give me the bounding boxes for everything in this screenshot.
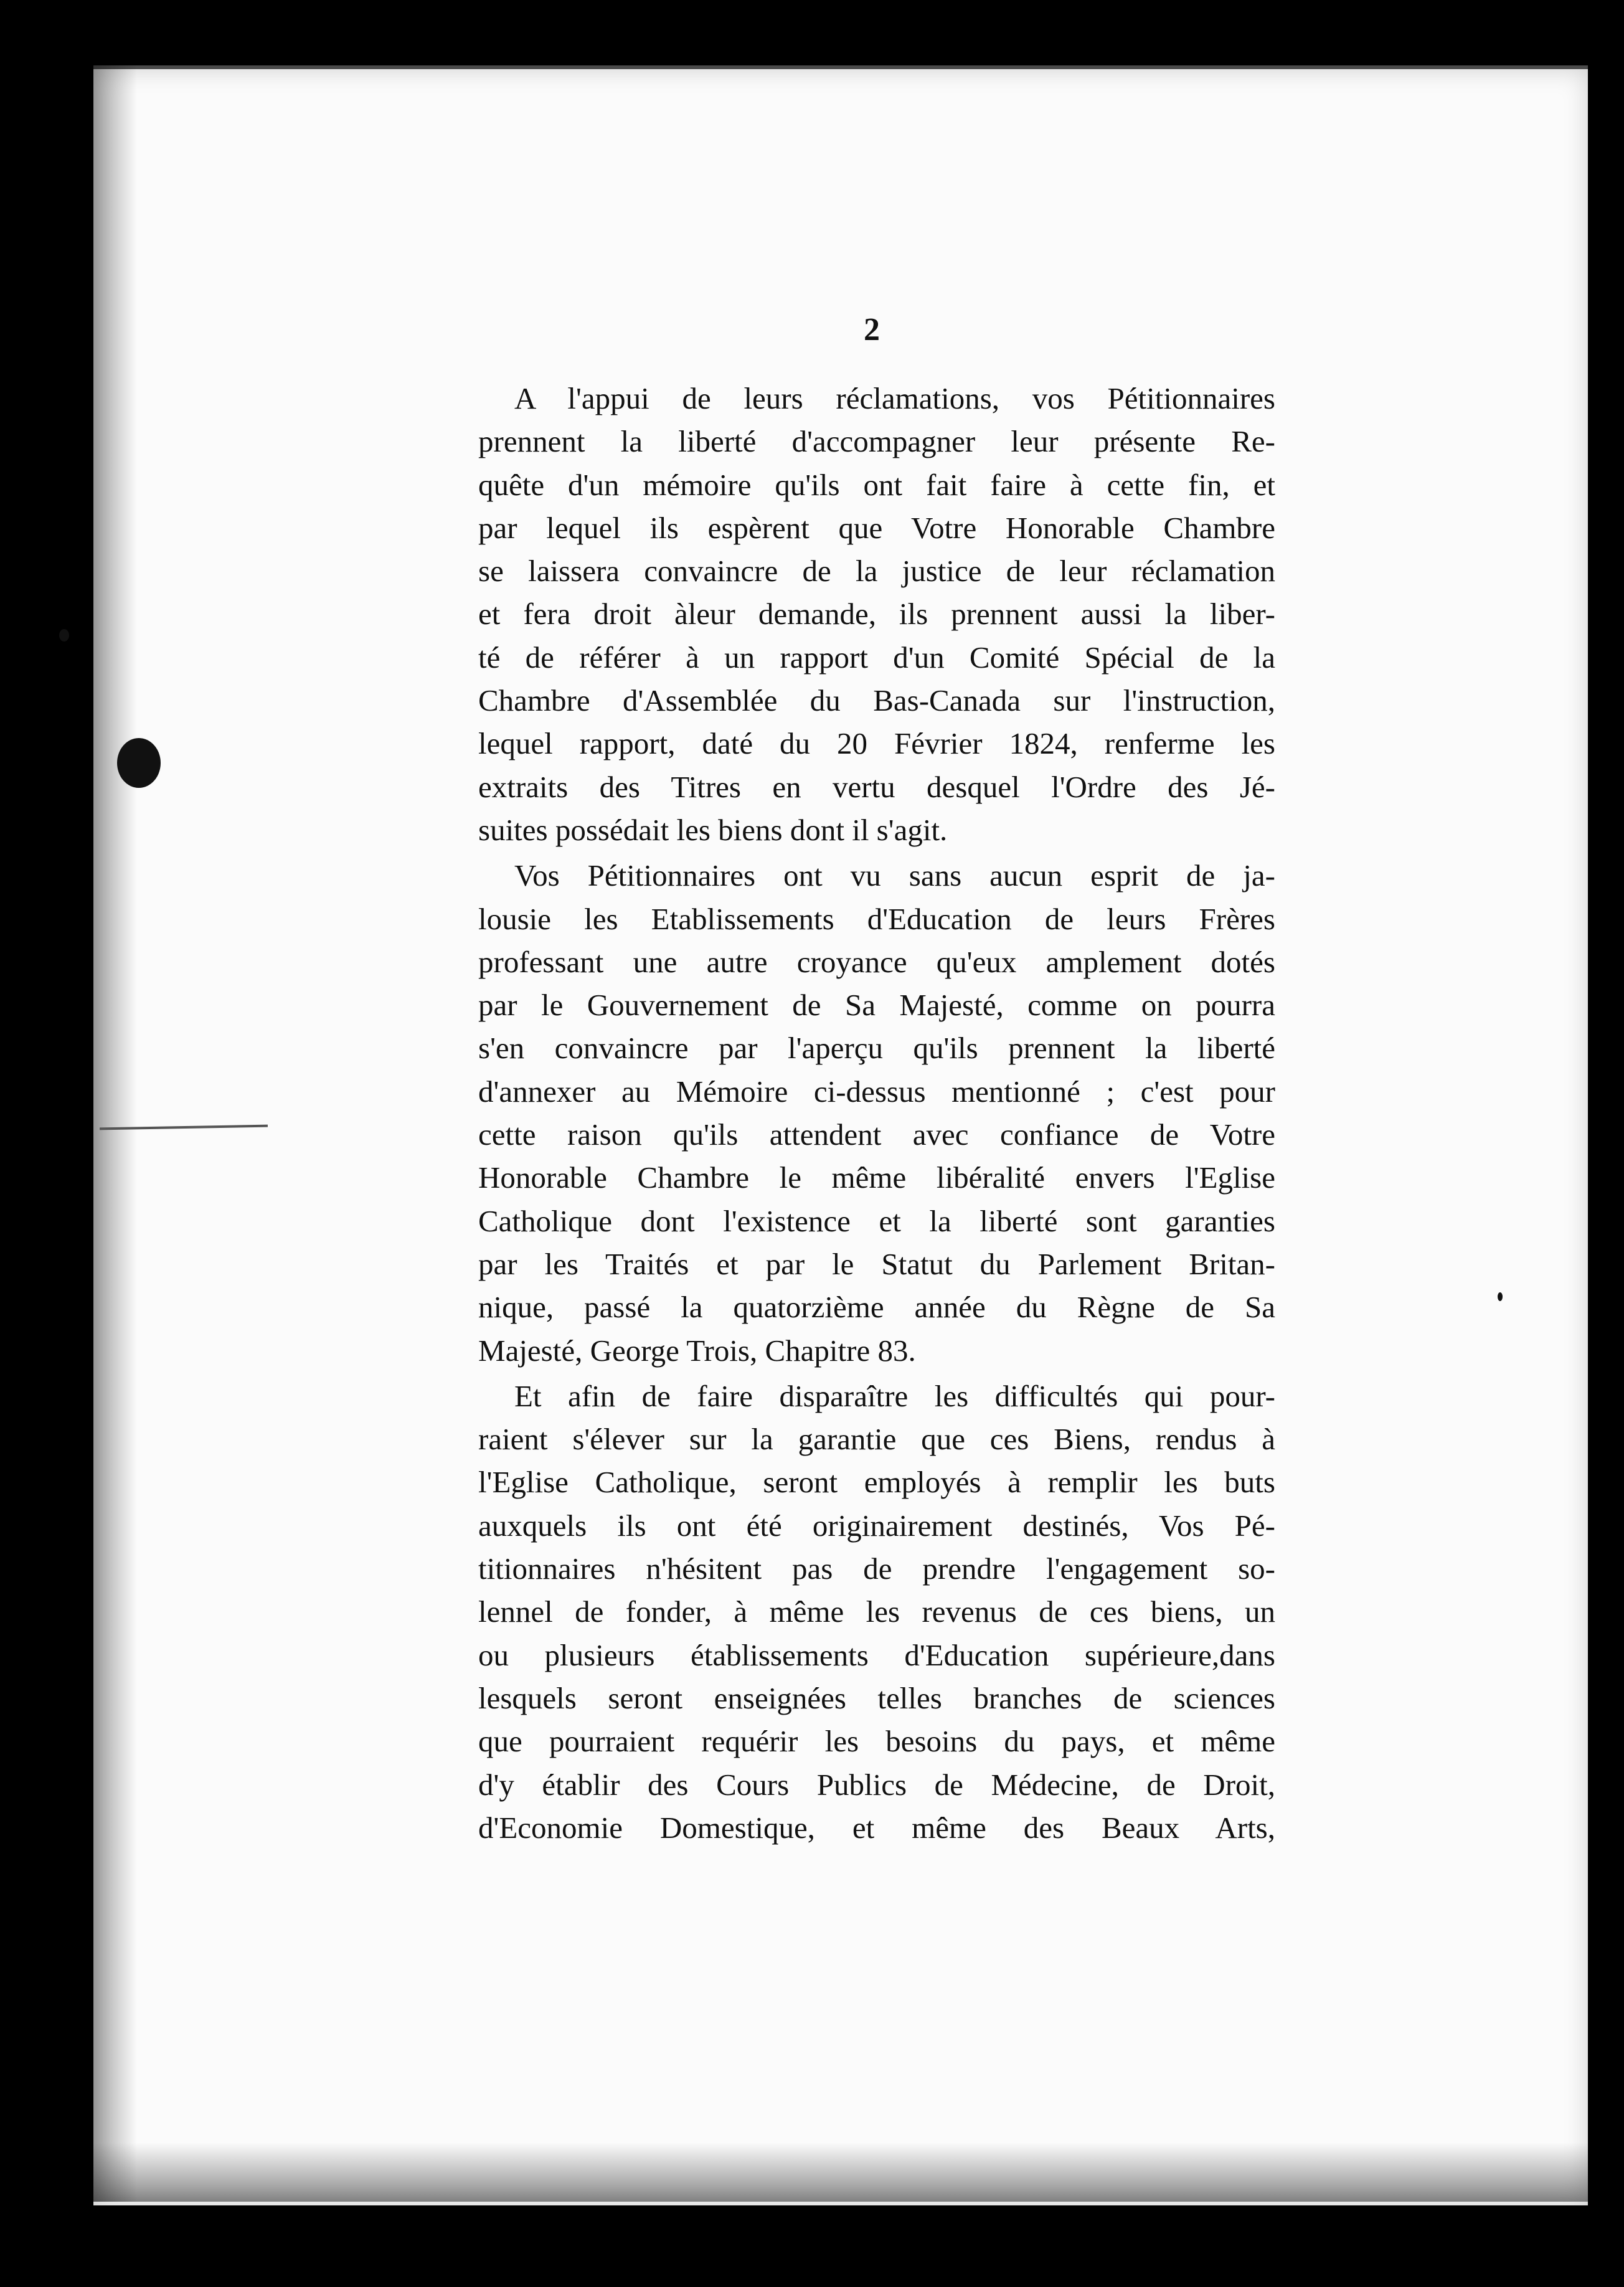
text-line: nique, passé la quatorzième année du Règne de Sa — [478, 1290, 1275, 1325]
text-line: l'Eglise Catholique, seront employés à remplir les buts — [478, 1465, 1275, 1500]
text-line: A l'appui de leurs réclamations, vos Pétitionnaires — [514, 381, 1275, 415]
text-line: lousie les Etablissements d'Education de leurs Frères — [478, 901, 1275, 936]
text-line: prennent la liberté d'accompagner leur présente Re- — [478, 424, 1275, 459]
text-line: Honorable Chambre le même libéralité envers l'Eglise — [478, 1160, 1275, 1195]
page-shadow-left — [93, 65, 137, 2202]
text-line: Vos Pétitionnaires ont vu sans aucun esprit de ja- — [514, 858, 1275, 893]
text-line: Chambre d'Assemblée du Bas-Canada sur l'instruction, — [478, 683, 1275, 718]
text-line: que pourraient requérir les besoins du pays, et même — [478, 1724, 1275, 1759]
paragraph-3 — [478, 1375, 1275, 1849]
text-line: auxquels ils ont été originairement destinés, Vos Pé- — [478, 1508, 1275, 1543]
text-line: titionnaires n'hésitent pas de prendre l'engagement so- — [478, 1551, 1275, 1586]
text-line: professant une autre croyance qu'eux amplement dotés — [478, 944, 1275, 979]
paragraph-1 — [478, 377, 1275, 851]
text-line: d'Economie Domestique, et même des Beaux Arts, — [478, 1810, 1275, 1845]
text-line: cette raison qu'ils attendent avec confiance de Votre — [478, 1117, 1275, 1152]
text-line: raient s'élever sur la garantie que ces Biens, rendus à — [478, 1422, 1275, 1457]
text-line: par le Gouvernement de Sa Majesté, comme on pourra — [478, 988, 1275, 1023]
text-line: s'en convaincre par l'aperçu qu'ils prennent la liberté — [478, 1031, 1275, 1066]
text-line: lennel de fonder, à même les revenus de ces biens, un — [478, 1594, 1275, 1629]
text-line: et fera droit àleur demande, ils prennent aussi la liber- — [478, 597, 1275, 632]
page-shadow-bottom — [93, 2143, 1588, 2202]
text-line: par lequel ils espèrent que Votre Honorable Chambre — [478, 510, 1275, 545]
text-line: suites possédait les biens dont il s'agit. — [478, 812, 948, 847]
text-line: quête d'un mémoire qu'ils ont fait faire à cette fin, et — [478, 467, 1275, 502]
ink-speck — [59, 629, 69, 642]
text-line: se laissera convaincre de la justice de leur réclamation — [478, 554, 1275, 589]
text-line: lequel rapport, daté du 20 Février 1824, renferme les — [478, 726, 1275, 761]
text-line: d'annexer au Mémoire ci-dessus mentionné ; c'est pour — [478, 1074, 1275, 1109]
text-line: té de référer à un rapport d'un Comité Spécial de la — [478, 640, 1275, 675]
ink-blot — [117, 738, 161, 788]
ink-speck — [1498, 1292, 1503, 1301]
text-line: Majesté, George Trois, Chapitre 83. — [478, 1333, 916, 1368]
paragraph-2 — [478, 854, 1275, 1372]
text-line: extraits des Titres en vertu desquel l'Ordre des Jé- — [478, 769, 1275, 804]
text-line: d'y établir des Cours Publics de Médecine, de Droit, — [478, 1767, 1275, 1802]
text-line: par les Traités et par le Statut du Parlement Britan- — [478, 1246, 1275, 1281]
text-line: Catholique dont l'existence et la liberté sont garanties — [478, 1203, 1275, 1238]
text-line: ou plusieurs établissements d'Education supérieure,dans — [478, 1637, 1275, 1672]
page-number: 2 — [864, 312, 880, 348]
text-line: lesquels seront enseignées telles branches de sciences — [478, 1680, 1275, 1715]
body-text — [478, 377, 1275, 1852]
text-line: Et afin de faire disparaître les difficultés qui pour- — [514, 1378, 1275, 1413]
